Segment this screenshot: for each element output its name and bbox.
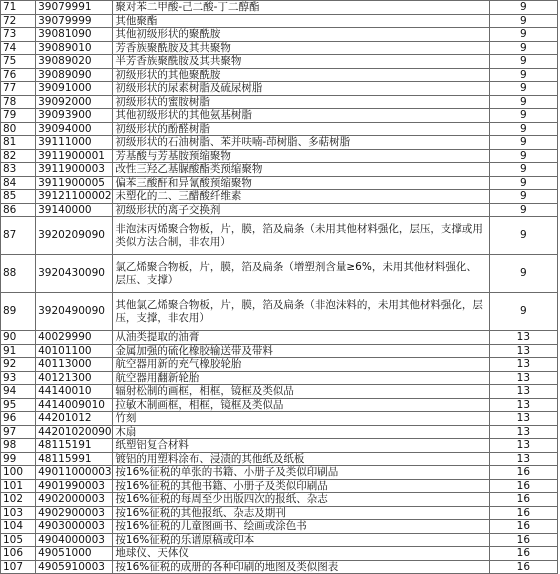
commodity-code: 3920490090 xyxy=(36,293,113,331)
commodity-code: 39121100002 xyxy=(36,190,113,204)
row-number: 104 xyxy=(1,520,36,534)
tax-rate: 9 xyxy=(489,14,557,28)
tax-rate: 9 xyxy=(489,41,557,55)
commodity-code: 3920430090 xyxy=(36,255,113,293)
commodity-code: 39140000 xyxy=(36,203,113,217)
tax-rate: 16 xyxy=(489,493,557,507)
commodity-description: 按16%征税的单张的书籍、小册子及类似印刷品 xyxy=(113,466,489,480)
table-row xyxy=(1,493,558,507)
commodity-code: 44140010 xyxy=(36,385,113,399)
commodity-code: 4904000003 xyxy=(36,533,113,547)
row-number: 84 xyxy=(1,176,36,190)
tax-rate: 16 xyxy=(489,466,557,480)
tax-rate: 9 xyxy=(489,217,557,255)
commodity-description: 竹刻 xyxy=(113,412,489,426)
commodity-description: 镀铝的用塑料涂布、浸渍的其他纸及纸板 xyxy=(113,452,489,466)
commodity-code: 4903000003 xyxy=(36,520,113,534)
tax-rate: 9 xyxy=(489,55,557,69)
commodity-description: 非泡沫丙烯聚合物板，片，膜，箔及扁条（未用其他材料强化，层压，支撑或用类似方法合制，非农用） xyxy=(113,217,489,255)
row-number: 82 xyxy=(1,149,36,163)
commodity-code: 3911900001 xyxy=(36,149,113,163)
commodity-code: 39079991 xyxy=(36,1,113,15)
row-number: 77 xyxy=(1,82,36,96)
commodity-code: 4902900003 xyxy=(36,506,113,520)
commodity-code: 44201020090 xyxy=(36,425,113,439)
commodity-code: 39091000 xyxy=(36,82,113,96)
row-number: 80 xyxy=(1,122,36,136)
commodity-description: 拉敏木制画框，相框，镜框及类似品 xyxy=(113,398,489,412)
commodity-description: 按16%征税的儿童图画书、绘画或涂色书 xyxy=(113,520,489,534)
tax-rate: 13 xyxy=(489,412,557,426)
tax-rate: 16 xyxy=(489,506,557,520)
tax-rate: 16 xyxy=(489,547,557,561)
table-row xyxy=(1,331,558,345)
commodity-description: 按16%征税的乐谱原稿或印本 xyxy=(113,533,489,547)
commodity-description: 地球仪、天体仪 xyxy=(113,547,489,561)
row-number: 78 xyxy=(1,95,36,109)
table-row xyxy=(1,176,558,190)
tax-rate: 13 xyxy=(489,358,557,372)
table-row xyxy=(1,255,558,293)
table-row xyxy=(1,14,558,28)
tax-rate: 13 xyxy=(489,452,557,466)
table-row xyxy=(1,82,558,96)
tax-rate: 13 xyxy=(489,371,557,385)
row-number: 83 xyxy=(1,163,36,177)
commodity-code: 39079999 xyxy=(36,14,113,28)
row-number: 106 xyxy=(1,547,36,561)
commodity-code: 40121300 xyxy=(36,371,113,385)
tax-rate: 9 xyxy=(489,149,557,163)
commodity-description: 初级形状的离子交换剂 xyxy=(113,203,489,217)
table-row xyxy=(1,439,558,453)
table-row xyxy=(1,68,558,82)
commodity-code: 44201012 xyxy=(36,412,113,426)
commodity-code: 39093900 xyxy=(36,109,113,123)
table-row xyxy=(1,506,558,520)
table-row xyxy=(1,344,558,358)
commodity-description: 从油类提取的油膏 xyxy=(113,331,489,345)
row-number: 87 xyxy=(1,217,36,255)
tax-rate: 9 xyxy=(489,190,557,204)
row-number: 93 xyxy=(1,371,36,385)
tax-rate: 9 xyxy=(489,203,557,217)
commodity-code: 40029990 xyxy=(36,331,113,345)
row-number: 79 xyxy=(1,109,36,123)
row-number: 92 xyxy=(1,358,36,372)
commodity-description: 氯乙烯聚合物板，片，膜，箔及扁条（增塑剂含量≥6%，未用其他材料强化、层压、支撑） xyxy=(113,255,489,293)
table-row xyxy=(1,41,558,55)
row-number: 75 xyxy=(1,55,36,69)
table-row xyxy=(1,190,558,204)
tax-rate: 9 xyxy=(489,163,557,177)
row-number: 91 xyxy=(1,344,36,358)
table-row xyxy=(1,95,558,109)
commodity-description: 聚对苯二甲酸-己二酸-丁二醇酯 xyxy=(113,1,489,15)
commodity-description: 金属加强的硫化橡胶输送带及带料 xyxy=(113,344,489,358)
tax-rate: 13 xyxy=(489,331,557,345)
table-row xyxy=(1,122,558,136)
table-row xyxy=(1,217,558,255)
commodity-description: 初级形状的石油树脂、苯并呋喃-茚树脂、多萜树脂 xyxy=(113,136,489,150)
table-row xyxy=(1,358,558,372)
row-number: 101 xyxy=(1,479,36,493)
commodity-description: 偏苯三酸酐和异氰酸预缩聚物 xyxy=(113,176,489,190)
row-number: 96 xyxy=(1,412,36,426)
table-row xyxy=(1,547,558,561)
tax-rate: 9 xyxy=(489,68,557,82)
commodity-code: 39089020 xyxy=(36,55,113,69)
table-row xyxy=(1,398,558,412)
row-number: 102 xyxy=(1,493,36,507)
row-number: 74 xyxy=(1,41,36,55)
commodity-code: 40113000 xyxy=(36,358,113,372)
row-number: 100 xyxy=(1,466,36,480)
table-row xyxy=(1,136,558,150)
commodity-description: 木扇 xyxy=(113,425,489,439)
commodity-description: 初级形状的蜜胺树脂 xyxy=(113,95,489,109)
table-row xyxy=(1,55,558,69)
table-row xyxy=(1,1,558,15)
row-number: 97 xyxy=(1,425,36,439)
tax-rate: 16 xyxy=(489,479,557,493)
commodity-code: 39111000 xyxy=(36,136,113,150)
commodity-description: 航空器用新的充气橡胶轮胎 xyxy=(113,358,489,372)
commodity-code: 40101100 xyxy=(36,344,113,358)
commodity-code: 3911900003 xyxy=(36,163,113,177)
commodity-code: 48115991 xyxy=(36,452,113,466)
row-number: 81 xyxy=(1,136,36,150)
tax-rate: 13 xyxy=(489,398,557,412)
table-row xyxy=(1,149,558,163)
commodity-code: 39094000 xyxy=(36,122,113,136)
table-row xyxy=(1,371,558,385)
table-row xyxy=(1,163,558,177)
commodity-code: 39081090 xyxy=(36,28,113,42)
row-number: 105 xyxy=(1,533,36,547)
commodity-description: 初级形状的尿素树脂及硫尿树脂 xyxy=(113,82,489,96)
commodity-code: 48115191 xyxy=(36,439,113,453)
commodity-code: 3920209090 xyxy=(36,217,113,255)
commodity-code: 3911900005 xyxy=(36,176,113,190)
row-number: 72 xyxy=(1,14,36,28)
commodity-code: 4905910003 xyxy=(36,560,113,574)
commodity-description: 芳香族聚酰胺及其共聚物 xyxy=(113,41,489,55)
commodity-description: 按16%征税的其他书籍、小册子及类似印刷品 xyxy=(113,479,489,493)
commodity-description: 其他初级形状的聚酰胺 xyxy=(113,28,489,42)
row-number: 85 xyxy=(1,190,36,204)
table-row xyxy=(1,109,558,123)
table-row xyxy=(1,533,558,547)
commodity-code: 49051000 xyxy=(36,547,113,561)
commodity-code: 4902000003 xyxy=(36,493,113,507)
tax-rate: 9 xyxy=(489,109,557,123)
commodity-description: 按16%征税的成册的各种印刷的地图及类似图表 xyxy=(113,560,489,574)
tax-rate: 13 xyxy=(489,425,557,439)
row-number: 86 xyxy=(1,203,36,217)
table-row xyxy=(1,466,558,480)
commodity-description: 初级形状的酚醛树脂 xyxy=(113,122,489,136)
row-number: 99 xyxy=(1,452,36,466)
tax-rate: 9 xyxy=(489,176,557,190)
commodity-description: 其他初级形状的其他氨基树脂 xyxy=(113,109,489,123)
row-number: 88 xyxy=(1,255,36,293)
table-row xyxy=(1,28,558,42)
tax-rate: 13 xyxy=(489,344,557,358)
commodity-description: 航空器用翻新轮胎 xyxy=(113,371,489,385)
row-number: 89 xyxy=(1,293,36,331)
commodity-description: 半芳香族聚酰胺及其共聚物 xyxy=(113,55,489,69)
commodity-code: 4901990003 xyxy=(36,479,113,493)
commodity-description: 按16%征税的每周至少出版四次的报纸、杂志 xyxy=(113,493,489,507)
row-number: 76 xyxy=(1,68,36,82)
row-number: 95 xyxy=(1,398,36,412)
commodity-code: 39089010 xyxy=(36,41,113,55)
tax-rate: 9 xyxy=(489,255,557,293)
tax-rate: 9 xyxy=(489,293,557,331)
row-number: 103 xyxy=(1,506,36,520)
commodity-description: 纸塑铝复合材料 xyxy=(113,439,489,453)
commodity-code: 49011000003 xyxy=(36,466,113,480)
table-row xyxy=(1,520,558,534)
table-row xyxy=(1,293,558,331)
table-row xyxy=(1,203,558,217)
tax-rate: 13 xyxy=(489,385,557,399)
commodity-code: 39089090 xyxy=(36,68,113,82)
table-row xyxy=(1,425,558,439)
tax-rate: 16 xyxy=(489,533,557,547)
tax-rate: 9 xyxy=(489,136,557,150)
commodity-description: 芳基酸与芳基胺预缩聚物 xyxy=(113,149,489,163)
tax-rate: 16 xyxy=(489,560,557,574)
tax-rate: 9 xyxy=(489,95,557,109)
table-row xyxy=(1,412,558,426)
row-number: 71 xyxy=(1,1,36,15)
commodity-code: 39092000 xyxy=(36,95,113,109)
tax-rate: 13 xyxy=(489,439,557,453)
row-number: 73 xyxy=(1,28,36,42)
row-number: 98 xyxy=(1,439,36,453)
commodity-description: 初级形状的其他聚酰胺 xyxy=(113,68,489,82)
commodity-description: 未塑化的二、三醋酸纤维素 xyxy=(113,190,489,204)
row-number: 90 xyxy=(1,331,36,345)
tax-rate: 9 xyxy=(489,1,557,15)
table-row xyxy=(1,479,558,493)
row-number: 94 xyxy=(1,385,36,399)
commodity-description: 改性三羟乙基脲酸酯类预缩聚物 xyxy=(113,163,489,177)
tariff-table-body xyxy=(1,1,558,574)
commodity-description: 按16%征税的其他报纸、杂志及期刊 xyxy=(113,506,489,520)
table-row xyxy=(1,560,558,574)
tax-rate: 16 xyxy=(489,520,557,534)
table-row xyxy=(1,452,558,466)
commodity-description: 辐射松制的画框，相框，镜框及类似品 xyxy=(113,385,489,399)
tax-rate: 9 xyxy=(489,28,557,42)
table-row xyxy=(1,385,558,399)
commodity-code: 4414009010 xyxy=(36,398,113,412)
tax-rate: 9 xyxy=(489,122,557,136)
row-number: 107 xyxy=(1,560,36,574)
tax-rate: 9 xyxy=(489,82,557,96)
commodity-description: 其他氯乙烯聚合物板，片，膜，箔及扁条（非泡沫料的，未用其他材料强化，层压，支撑，非农用） xyxy=(113,293,489,331)
commodity-description: 其他聚酯 xyxy=(113,14,489,28)
